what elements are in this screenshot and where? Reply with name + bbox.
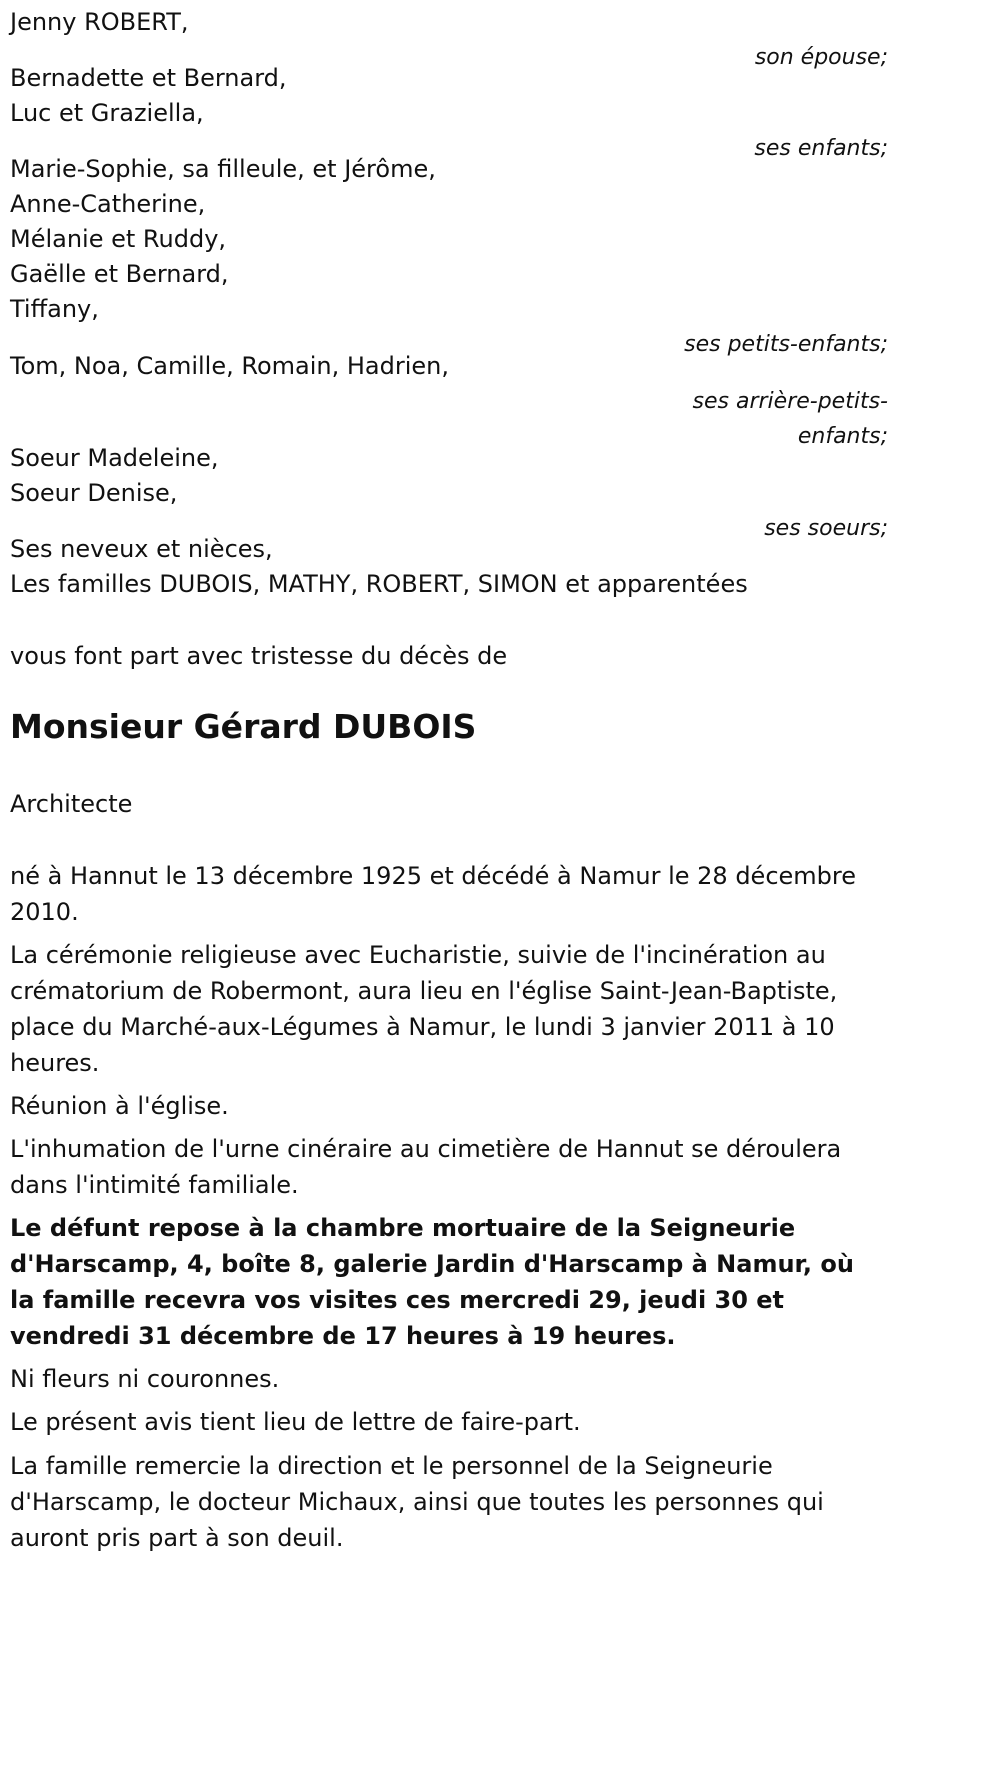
family-role: ses enfants; bbox=[754, 136, 888, 161]
inhumation-paragraph: L'inhumation de l'urne cinéraire au cimetière de Hannut se déroulera dans l'intimité familiale. bbox=[10, 1135, 842, 1199]
family-name-line: Luc et Graziella, bbox=[10, 99, 204, 127]
family-role-line: enfants; bbox=[797, 424, 888, 449]
family-name-line: Mélanie et Ruddy, bbox=[10, 225, 227, 253]
announcement-text: vous font part avec tristesse du décès de bbox=[10, 642, 508, 670]
family-name-line: Soeur Denise, bbox=[10, 479, 178, 507]
visitation-paragraph: Le défunt repose à la chambre mortuaire de la Seigneurie d'Harscamp, 4, boîte 8, galerie Jardin d'Harscamp à Namur, où la famille recevra vos visites ces mercredi 29, jeudi 30 et vendredi 31 décembre de 17 heures à 19 heures. bbox=[10, 1214, 854, 1350]
profession: Architecte bbox=[10, 790, 133, 818]
family-role: son épouse; bbox=[754, 45, 888, 70]
flowers-paragraph: Ni fleurs ni couronnes. bbox=[10, 1365, 280, 1393]
family-name-line: Les familles DUBOIS, MATHY, ROBERT, SIMON et apparentées bbox=[10, 570, 748, 598]
family-group-extended bbox=[10, 532, 888, 602]
ceremony-paragraph: La cérémonie religieuse avec Eucharistie, suivie de l'incinération au crématorium de Robermont, aura lieu en l'église Saint-Jean-Baptiste, place du Marché-aux-Légumes à Namur, le lundi 3 janvier 2011 à 10 heures. bbox=[10, 941, 838, 1077]
family-name-line: Soeur Madeleine, bbox=[10, 444, 219, 472]
family-name-line: Tom, Noa, Camille, Romain, Hadrien, bbox=[10, 352, 450, 380]
family-name-line: Ses neveux et nièces, bbox=[10, 535, 273, 563]
family-role: ses soeurs; bbox=[764, 516, 888, 541]
family-role-line: ses arrière-petits- bbox=[692, 389, 888, 414]
family-name-line: Gaëlle et Bernard, bbox=[10, 260, 229, 288]
family-name-line: Bernadette et Bernard, bbox=[10, 64, 287, 92]
family-name-line: Jenny ROBERT, bbox=[10, 8, 189, 36]
family-group-great-grandchildren bbox=[10, 349, 888, 454]
reunion-paragraph: Réunion à l'église. bbox=[10, 1092, 229, 1120]
family-group-grandchildren bbox=[10, 152, 888, 362]
thanks-paragraph: La famille remercie la direction et le personnel de la Seigneurie d'Harscamp, le docteur Michaux, ainsi que toutes les personnes qui auront pris part à son deuil. bbox=[10, 1452, 824, 1552]
deceased-name: Monsieur Gérard DUBOIS bbox=[10, 707, 477, 746]
family-name-line: Tiffany, bbox=[10, 295, 99, 323]
family-role: ses petits-enfants; bbox=[684, 332, 888, 357]
notice-paragraph: Le présent avis tient lieu de lettre de faire-part. bbox=[10, 1408, 581, 1436]
family-group-sisters bbox=[10, 441, 888, 546]
family-name-line: Anne-Catherine, bbox=[10, 190, 206, 218]
birth-death-paragraph: né à Hannut le 13 décembre 1925 et décédé à Namur le 28 décembre 2010. bbox=[10, 862, 856, 926]
family-name-line: Marie-Sophie, sa filleule, et Jérôme, bbox=[10, 155, 436, 183]
family-group-children bbox=[10, 61, 888, 166]
